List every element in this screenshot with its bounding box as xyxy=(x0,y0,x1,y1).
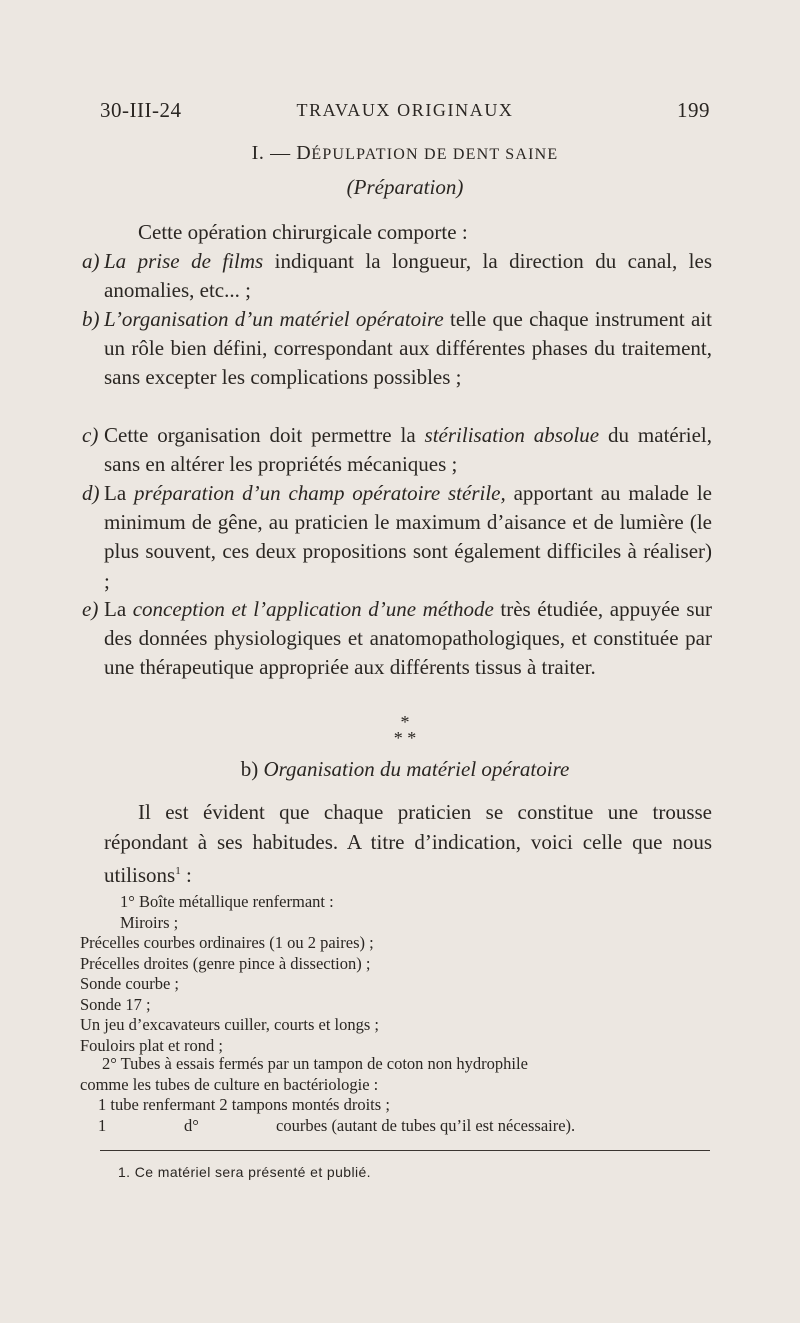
list-line: Fouloirs plat et rond ; xyxy=(80,1035,223,1055)
item-label: d) xyxy=(82,481,100,505)
page-header xyxy=(100,98,710,128)
item-text: telle que chaque instrument ait un rôle bien défini, correspondant aux différentes phases du traitement, sans excepter les complications possibles ; xyxy=(104,307,712,390)
section-subtitle: (Préparation) xyxy=(346,175,464,199)
list-line: Sonde courbe ; xyxy=(80,974,179,993)
item-pre: Cette organisation doit permettre la xyxy=(104,423,425,447)
item-label: a) xyxy=(82,249,100,273)
item-lead: stérilisation absolue xyxy=(424,423,600,447)
section-heading-rest: ÉPULPATION DE DENT SAINE xyxy=(311,146,559,163)
page-number: 199 xyxy=(677,98,710,122)
item-text: indiquant la longueur, la direction du canal, les anomalies, etc... ; xyxy=(104,249,712,303)
equipment-list-2 xyxy=(78,1054,718,1136)
intro-sentence: Cette opération chirurgicale comporte : xyxy=(138,220,468,244)
footnote-divider xyxy=(100,1150,710,1151)
list-line: 1 tube renfermant 2 tampons montés droits ; xyxy=(98,1095,390,1114)
item-pre: La xyxy=(104,597,133,621)
item-text: très étudiée, appuyée sur des données physiologiques et anatomopathologiques, et constituée par une thérapeutique appropriée aux différents tissus à traiter. xyxy=(104,597,712,680)
subsection-label: b) xyxy=(240,757,259,781)
list-heading: 2° Tubes à essais fermés par un tampon de coton non hydrophile xyxy=(102,1054,528,1073)
item-pre: La xyxy=(104,481,134,505)
footnote-reference: 1 xyxy=(175,865,181,877)
item-label: e) xyxy=(82,597,99,621)
paragraph-end: : xyxy=(180,863,192,887)
footnote: 1. Ce matériel sera présenté et publié. xyxy=(118,1164,371,1180)
equipment-list-1 xyxy=(78,892,718,1056)
list-item-c xyxy=(82,421,712,479)
paragraph-text: Il est évident que chaque praticien se constitue une trousse répondant à ses habitudes. A titre d’indication, voici celle que nous utilisons xyxy=(104,800,712,887)
asterism: * * * xyxy=(393,712,417,748)
item-lead: L’organisation d’un matériel opératoire xyxy=(104,307,444,331)
list-item-a xyxy=(82,247,712,305)
quantity: 1 xyxy=(98,1115,107,1135)
item-lead: La prise de films xyxy=(104,249,264,273)
list-line xyxy=(78,1116,718,1137)
item-label: b) xyxy=(82,307,100,331)
body-paragraph xyxy=(104,798,712,891)
line-text: courbes (autant de tubes qu’il est nécessaire). xyxy=(276,1115,576,1135)
item-lead: préparation d’un champ opératoire stérile, xyxy=(133,481,506,505)
list-line: Un jeu d’excavateurs cuiller, courts et longs ; xyxy=(80,1015,379,1034)
list-item-e xyxy=(82,595,712,683)
list-line: Précelles courbes ordinaires (1 ou 2 paires) ; xyxy=(80,933,374,952)
item-label: c) xyxy=(82,423,99,447)
list-line: Précelles droites (genre pince à dissection) ; xyxy=(80,953,371,973)
list-item-b xyxy=(82,305,712,393)
ditto-mark: d° xyxy=(184,1115,199,1135)
subsection-heading xyxy=(100,757,710,782)
item-text: du matériel, sans en altérer les propriétés mécaniques ; xyxy=(104,423,712,477)
list-line: comme les tubes de culture en bactériologie : xyxy=(80,1074,379,1094)
subsection-title: Organisation du matériel opératoire xyxy=(263,757,570,781)
list-line: Sonde 17 ; xyxy=(80,994,151,1014)
header-date: 30-III-24 xyxy=(100,98,182,122)
list-line: Miroirs ; xyxy=(120,912,179,932)
running-title: TRAVAUX ORIGINAUX xyxy=(296,100,514,120)
item-text: apportant au malade le minimum de gêne, au praticien le maximum d’aisance et de lumière (le plus souvent, ces deux propositions sont également difficiles à réaliser) ; xyxy=(104,481,712,593)
list-item-d xyxy=(82,479,712,596)
list-heading: 1° Boîte métallique renfermant : xyxy=(120,892,334,911)
section-heading-roman: I. — D xyxy=(251,142,312,164)
section-heading xyxy=(100,142,710,165)
item-lead: conception et l’application d’une méthode xyxy=(132,597,494,621)
